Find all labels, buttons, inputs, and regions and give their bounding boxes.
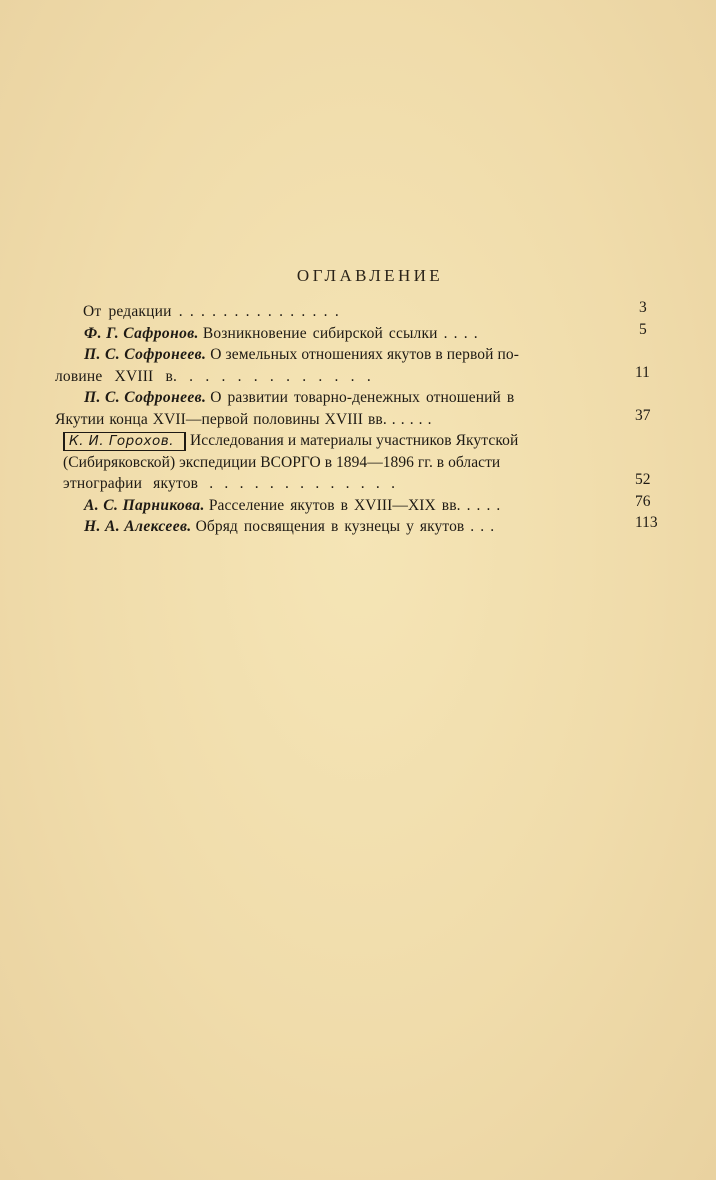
entry-title: Возникновение сибирской ссылки . . . .	[202, 324, 478, 342]
toc-entry-continuation	[55, 406, 668, 431]
entry-author: П. С. Софронеев.	[84, 346, 207, 363]
page-number: 76	[635, 492, 651, 510]
entry-title: Расселение якутов в XVIII—XIX вв. . . . .	[208, 496, 501, 514]
page-number: 5	[639, 320, 647, 338]
entry-title: От редакции . . . . . . . . . . . . . . .	[83, 303, 339, 320]
boxed-author-name: К. И. Горохов.	[63, 432, 186, 451]
entry-title: Якутии конца XVII—первой половины XVIII вв. . . . . .	[55, 410, 432, 428]
page-number: 37	[635, 406, 651, 424]
entry-author: П. С. Софронеев.	[84, 389, 207, 406]
entry-text	[55, 366, 371, 388]
toc-entry	[83, 301, 668, 323]
toc-entry	[83, 320, 668, 345]
page-number: 113	[635, 514, 658, 531]
page-number: 52	[635, 471, 651, 488]
page-number: 3	[639, 299, 647, 316]
toc-entry-continuation	[63, 452, 668, 474]
toc-entry-continuation	[63, 471, 668, 495]
toc-entry	[83, 387, 668, 409]
entry-text	[83, 301, 339, 323]
toc-title: ОГЛАВЛЕНИЕ	[296, 266, 444, 285]
entry-title: О развитии товарно-денежных отношений в	[210, 389, 515, 406]
entry-author: А. С. Парникова.	[84, 496, 205, 514]
toc-entry	[69, 430, 668, 452]
toc-entry	[83, 344, 668, 366]
entry-text	[55, 409, 432, 431]
entry-author: Ф. Г. Сафронов.	[84, 324, 199, 342]
entry-title: Исследования и материалы участников Якутской	[189, 432, 519, 449]
entry-text	[63, 430, 518, 452]
entry-text	[84, 387, 514, 409]
entry-author: Н. А. Алексеев.	[84, 518, 192, 535]
entry-text	[84, 495, 500, 517]
entry-title: (Сибиряковской) экспедиции ВСОРГО в 1894—1896 гг. в области	[63, 453, 501, 471]
entry-text	[63, 452, 500, 474]
page-number: 11	[635, 363, 650, 381]
table-of-contents	[55, 299, 668, 538]
entry-text	[84, 323, 478, 345]
entry-text	[63, 473, 395, 495]
entry-title: О земельных отношениях якутов в первой по-	[210, 346, 520, 363]
entry-title: этнографии якутов . . . . . . . . . . . . .	[63, 475, 396, 492]
toc-entry	[83, 492, 668, 517]
toc-entry	[83, 516, 668, 538]
entry-title: ловине XVIII в. . . . . . . . . . . . .	[55, 367, 371, 385]
entry-text	[84, 516, 494, 538]
toc-entry-continuation	[55, 363, 668, 388]
entry-text	[84, 344, 519, 366]
entry-title: Обряд посвящения в кузнецы у якутов . . .	[195, 518, 495, 535]
